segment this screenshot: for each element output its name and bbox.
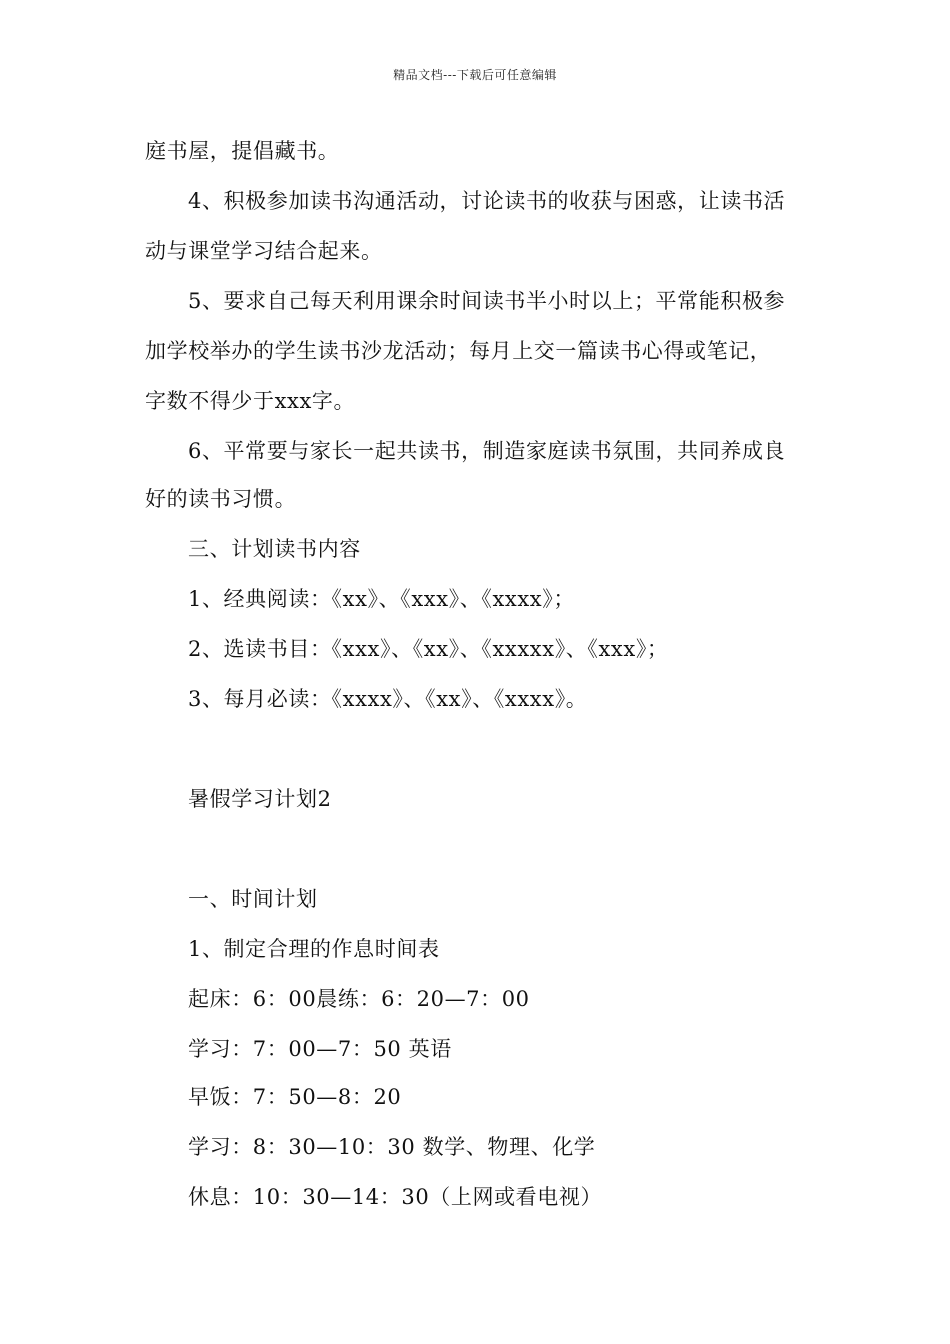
page-header: 精品文档---下载后可任意编辑 [393,68,557,82]
paragraph-line: 6、平常要与家长一起共读书，制造家庭读书氛围，共同养成良 [188,439,786,463]
schedule-line: 休息：10：30—14：30（上网或看电视） [188,1185,603,1209]
paragraph-line: 动与课堂学习结合起来。 [145,239,383,263]
paragraph-line: 加学校举办的学生读书沙龙活动；每月上交一篇读书心得或笔记， [145,339,772,363]
schedule-line: 起床：6：00晨练：6：20—7：00 [188,987,530,1011]
list-item: 3、每月必读：《xxxx》、《xx》、《xxxx》。 [188,687,588,711]
list-item: 2、选读书目：《xxx》、《xx》、《xxxxx》、《xxx》； [188,637,669,661]
schedule-line: 学习：7：00—7：50 英语 [188,1037,452,1061]
schedule-line: 早饭：7：50—8：20 [188,1085,402,1109]
paragraph-line: 4、积极参加读书沟通活动，讨论读书的收获与困惑，让读书活 [188,189,786,213]
document-title: 暑假学习计划2 [188,787,332,811]
paragraph-line: 好的读书习惯。 [145,487,297,511]
list-item: 1、经典阅读：《xx》、《xxx》、《xxxx》； [188,587,575,611]
list-item: 1、制定合理的作息时间表 [188,937,440,961]
section-heading: 三、计划读书内容 [188,537,361,561]
paragraph-line: 庭书屋，提倡藏书。 [145,139,340,163]
schedule-line: 学习：8：30—10：30 数学、物理、化学 [188,1135,596,1159]
section-heading: 一、时间计划 [188,887,318,911]
paragraph-line: 字数不得少于xxx字。 [145,389,356,413]
paragraph-line: 5、要求自己每天利用课余时间读书半小时以上；平常能积极参 [188,289,786,313]
